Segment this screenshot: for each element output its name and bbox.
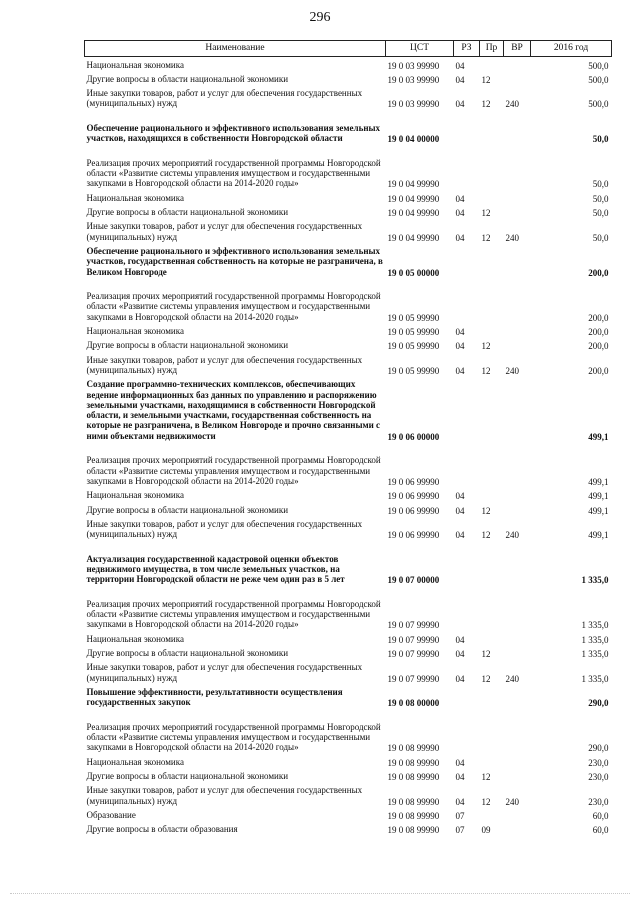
cell-name: Реализация прочих мероприятий государственной программы Новгородской области «Развитие системы управления имуществом и государственными закупками в Новгородской области на 2014-2020 годы» xyxy=(86,455,381,486)
cell-rz: 04 xyxy=(455,74,465,85)
cell-vr xyxy=(504,110,531,145)
cell-rz xyxy=(454,442,480,487)
header-year: 2016 год xyxy=(531,41,612,57)
table-row xyxy=(85,768,612,782)
cell-name: Обеспечение рационального и эффективного использования земельных участков, находящихся в собственности Новгородской области xyxy=(86,122,381,144)
cell-amount: 499,1 xyxy=(588,431,609,442)
cell-name: Актуализация государственной кадастровой оценки объектов недвижимого имущества, в том числе земельных участков, на территории Новгородской области не реже чем один раз в 5 лет xyxy=(86,553,345,585)
cell-amount: 200,0 xyxy=(588,365,609,376)
cell-pr xyxy=(480,190,504,204)
cell-rz: 04 xyxy=(455,341,465,352)
cell-vr xyxy=(504,768,531,782)
cell-rz: 04 xyxy=(455,60,465,71)
cell-pr xyxy=(480,278,504,323)
table-row xyxy=(85,204,612,218)
cell-cst: 19 0 08 99990 xyxy=(387,825,440,836)
cell-pr: 12 xyxy=(481,796,491,807)
cell-name: Национальная экономика xyxy=(86,326,184,337)
cell-rz: 04 xyxy=(455,505,465,516)
table-header-row xyxy=(85,41,612,57)
cell-pr xyxy=(480,586,504,631)
cell-name: Другие вопросы в области национальной экономики xyxy=(86,340,289,351)
cell-rz: 04 xyxy=(455,530,465,541)
cell-pr: 09 xyxy=(481,825,491,836)
cell-vr xyxy=(504,57,531,71)
cell-amount: 500,0 xyxy=(588,99,609,110)
cell-amount: 500,0 xyxy=(588,60,609,71)
cell-amount: 200,0 xyxy=(588,341,609,352)
cell-amount: 1 335,0 xyxy=(581,673,609,684)
cell-rz xyxy=(454,376,480,442)
cell-vr xyxy=(504,684,531,709)
cell-rz xyxy=(454,684,480,709)
cell-cst: 19 0 05 00000 xyxy=(387,267,440,278)
cell-name: Иные закупки товаров, работ и услуг для обеспечения государственных (муниципальных) нужд xyxy=(86,354,363,375)
cell-amount: 50,0 xyxy=(592,134,609,145)
cell-vr: 240 xyxy=(505,796,519,807)
cell-name: Иные закупки товаров, работ и услуг для обеспечения государственных (муниципальных) нужд xyxy=(86,221,363,242)
cell-rz xyxy=(454,540,480,585)
header-cst: ЦСТ xyxy=(386,41,454,57)
cell-pr: 12 xyxy=(481,341,491,352)
cell-name: Другие вопросы в области национальной экономики xyxy=(86,73,289,84)
cell-name: Другие вопросы в области национальной экономики xyxy=(86,771,289,782)
cell-rz: 07 xyxy=(455,810,465,821)
table-row xyxy=(85,71,612,85)
cell-rz: 04 xyxy=(455,327,465,338)
cell-rz xyxy=(454,709,480,754)
cell-vr xyxy=(504,71,531,85)
cell-cst: 19 0 06 99990 xyxy=(387,491,440,502)
cell-name: Иные закупки товаров, работ и услуг для обеспечения государственных (муниципальных) нужд xyxy=(86,518,363,540)
cell-cst: 19 0 08 99990 xyxy=(387,772,440,783)
cell-name: Другие вопросы в области национальной экономики xyxy=(86,207,289,218)
cell-vr xyxy=(504,645,531,659)
cell-vr: 240 xyxy=(505,232,519,243)
cell-pr xyxy=(480,376,504,442)
cell-vr xyxy=(504,323,531,337)
cell-vr xyxy=(504,487,531,501)
cell-amount: 499,1 xyxy=(588,505,609,516)
table-row xyxy=(85,586,612,631)
cell-cst: 19 0 08 99990 xyxy=(387,757,440,768)
cell-cst: 19 0 07 00000 xyxy=(387,575,440,586)
cell-name: Национальная экономика xyxy=(86,756,184,767)
cell-cst: 19 0 04 99990 xyxy=(387,232,440,243)
cell-vr xyxy=(504,145,531,190)
cell-pr: 12 xyxy=(481,505,491,516)
cell-name: Реализация прочих мероприятий государственной программы Новгородской области «Развитие системы управления имуществом и государственными закупками в Новгородской области на 2014-2020 годы» xyxy=(86,721,381,753)
cell-name: Создание программно-технических комплексов, обеспечивающих ведение информационных баз данных по управлению и распоряжению земельными участками, находящимися в собственности Новгородской области, и земельными участками, государственная собственность на которые не разграничена, в Великом Новгороде и прочно связанными с ними объектами недвижимости xyxy=(86,379,381,441)
scan-artifact-divider xyxy=(10,893,630,895)
cell-amount: 50,0 xyxy=(592,179,609,190)
cell-amount: 290,0 xyxy=(588,698,609,709)
cell-amount: 230,0 xyxy=(588,757,609,768)
cell-name: Обеспечение рационального и эффективного использования земельных участков, государственная собственность на которые не разграничена, в Великом Новгороде xyxy=(86,245,383,277)
cell-cst: 19 0 07 99990 xyxy=(387,649,440,660)
cell-name: Повышение эффективности, результативности осуществления государственных закупок xyxy=(86,686,343,708)
cell-vr xyxy=(504,502,531,516)
cell-amount: 1 335,0 xyxy=(581,634,609,645)
header-rz: РЗ xyxy=(454,41,480,57)
table-row xyxy=(85,352,612,377)
table-row xyxy=(85,278,612,323)
cell-vr: 240 xyxy=(505,365,519,376)
cell-vr xyxy=(504,204,531,218)
cell-pr xyxy=(480,323,504,337)
cell-amount: 50,0 xyxy=(592,208,609,219)
cell-rz xyxy=(454,145,480,190)
cell-pr: 12 xyxy=(481,232,491,243)
cell-pr xyxy=(480,807,504,821)
cell-cst: 19 0 05 99990 xyxy=(387,341,440,352)
cell-pr: 12 xyxy=(481,208,491,219)
cell-amount: 230,0 xyxy=(588,772,609,783)
cell-rz xyxy=(454,110,480,145)
table-row xyxy=(85,323,612,337)
table-row xyxy=(85,487,612,501)
header-name: Наименование xyxy=(85,41,386,57)
cell-name: Иные закупки товаров, работ и услуг для обеспечения государственных (муниципальных) нужд xyxy=(86,88,363,109)
cell-pr xyxy=(480,110,504,145)
cell-name: Реализация прочих мероприятий государственной программы Новгородской области «Развитие системы управления имуществом и государственными закупками в Новгородской области на 2014-2020 годы» xyxy=(86,291,381,322)
table-body xyxy=(85,57,612,836)
cell-cst: 19 0 07 99990 xyxy=(387,634,440,645)
cell-rz: 04 xyxy=(455,365,465,376)
cell-pr: 12 xyxy=(481,365,491,376)
cell-pr xyxy=(480,754,504,768)
table-row xyxy=(85,821,612,835)
table-row xyxy=(85,190,612,204)
cell-vr xyxy=(504,278,531,323)
cell-cst: 19 0 05 99990 xyxy=(387,365,440,376)
cell-name: Иные закупки товаров, работ и услуг для обеспечения государственных (муниципальных) нужд xyxy=(86,785,363,806)
cell-cst: 19 0 03 99990 xyxy=(387,99,440,110)
cell-cst: 19 0 03 99990 xyxy=(387,74,440,85)
header-pr: Пр xyxy=(480,41,504,57)
table-row xyxy=(85,782,612,807)
cell-cst: 19 0 07 99990 xyxy=(387,673,440,684)
cell-pr xyxy=(480,487,504,501)
table-row xyxy=(85,502,612,516)
cell-rz: 04 xyxy=(455,99,465,110)
cell-vr xyxy=(504,709,531,754)
cell-rz xyxy=(454,586,480,631)
table-row xyxy=(85,807,612,821)
cell-name: Реализация прочих мероприятий государственной программы Новгородской области «Развитие системы управления имуществом и государственными закупками в Новгородской области на 2014-2020 годы» xyxy=(86,598,381,630)
cell-rz: 07 xyxy=(455,825,465,836)
cell-name: Образование xyxy=(86,809,136,820)
cell-amount: 500,0 xyxy=(588,74,609,85)
cell-pr: 12 xyxy=(481,772,491,783)
cell-amount: 200,0 xyxy=(588,267,609,278)
cell-cst: 19 0 04 99990 xyxy=(387,208,440,219)
cell-pr: 12 xyxy=(481,673,491,684)
cell-cst: 19 0 06 00000 xyxy=(387,431,440,442)
cell-cst: 19 0 05 99990 xyxy=(387,327,440,338)
cell-pr xyxy=(480,243,504,278)
cell-name: Национальная экономика xyxy=(86,633,184,644)
cell-cst: 19 0 05 99990 xyxy=(387,312,440,323)
cell-vr xyxy=(504,586,531,631)
cell-amount: 50,0 xyxy=(592,232,609,243)
cell-vr: 240 xyxy=(505,530,519,541)
cell-rz xyxy=(454,243,480,278)
cell-vr xyxy=(504,190,531,204)
cell-vr xyxy=(504,243,531,278)
cell-name: Национальная экономика xyxy=(86,192,184,203)
cell-cst: 19 0 06 99990 xyxy=(387,530,440,541)
table-row xyxy=(85,659,612,684)
cell-name: Другие вопросы в области национальной экономики xyxy=(86,504,289,515)
cell-amount: 200,0 xyxy=(588,312,609,323)
cell-amount: 499,1 xyxy=(588,476,609,487)
cell-vr xyxy=(504,821,531,835)
table-row xyxy=(85,709,612,754)
cell-amount: 499,1 xyxy=(588,530,609,541)
table-row-section xyxy=(85,243,612,278)
cell-name: Другие вопросы в области национальной экономики xyxy=(86,648,289,659)
cell-vr: 240 xyxy=(505,673,519,684)
cell-name: Другие вопросы в области образования xyxy=(86,824,238,835)
table-row-section xyxy=(85,376,612,442)
cell-rz: 04 xyxy=(455,796,465,807)
cell-vr xyxy=(504,442,531,487)
cell-amount: 230,0 xyxy=(588,796,609,807)
cell-rz: 04 xyxy=(455,208,465,219)
cell-rz: 04 xyxy=(455,193,465,204)
cell-cst: 19 0 08 99990 xyxy=(387,796,440,807)
cell-amount: 1 335,0 xyxy=(581,575,609,586)
cell-vr xyxy=(504,631,531,645)
cell-pr xyxy=(480,145,504,190)
cell-rz: 04 xyxy=(455,673,465,684)
cell-cst: 19 0 08 99990 xyxy=(387,810,440,821)
cell-name: Иные закупки товаров, работ и услуг для обеспечения государственных (муниципальных) нужд xyxy=(86,662,363,683)
cell-amount: 60,0 xyxy=(592,825,609,836)
table-row-section xyxy=(85,110,612,145)
cell-pr: 12 xyxy=(481,74,491,85)
table-row xyxy=(85,145,612,190)
cell-pr xyxy=(480,709,504,754)
cell-amount: 50,0 xyxy=(592,193,609,204)
cell-vr xyxy=(504,337,531,351)
cell-name: Реализация прочих мероприятий государственной программы Новгородской области «Развитие системы управления имуществом и государственными закупками в Новгородской области на 2014-2020 годы» xyxy=(86,157,381,189)
cell-pr: 12 xyxy=(481,649,491,660)
table-row xyxy=(85,218,612,243)
cell-pr xyxy=(480,631,504,645)
cell-rz: 04 xyxy=(455,634,465,645)
cell-pr xyxy=(480,57,504,71)
table-row xyxy=(85,57,612,71)
cell-cst: 19 0 07 99990 xyxy=(387,620,440,631)
cell-pr: 12 xyxy=(481,530,491,541)
cell-cst: 19 0 04 99990 xyxy=(387,193,440,204)
cell-cst: 19 0 04 00000 xyxy=(387,134,440,145)
cell-rz: 04 xyxy=(455,772,465,783)
cell-name: Национальная экономика xyxy=(86,490,184,501)
cell-cst: 19 0 08 00000 xyxy=(387,698,440,709)
cell-amount: 1 335,0 xyxy=(581,620,609,631)
page-number: 296 xyxy=(309,10,331,25)
cell-amount: 200,0 xyxy=(588,327,609,338)
table-row xyxy=(85,645,612,659)
cell-vr xyxy=(504,376,531,442)
cell-name: Национальная экономика xyxy=(86,59,184,70)
cell-amount: 499,1 xyxy=(588,491,609,502)
cell-vr xyxy=(504,754,531,768)
cell-cst: 19 0 08 99990 xyxy=(387,743,440,754)
table-row xyxy=(85,516,612,541)
cell-vr xyxy=(504,540,531,585)
cell-cst: 19 0 06 99990 xyxy=(387,476,440,487)
cell-cst: 19 0 06 99990 xyxy=(387,505,440,516)
table-row-section xyxy=(85,540,612,585)
cell-amount: 60,0 xyxy=(592,810,609,821)
table-row xyxy=(85,442,612,487)
cell-vr: 240 xyxy=(505,99,519,110)
cell-pr xyxy=(480,442,504,487)
table-row xyxy=(85,85,612,110)
cell-pr xyxy=(480,684,504,709)
header-vr: ВР xyxy=(504,41,531,57)
cell-rz: 04 xyxy=(455,232,465,243)
cell-pr: 12 xyxy=(481,99,491,110)
cell-pr xyxy=(480,540,504,585)
budget-table xyxy=(84,40,612,836)
table-row-section xyxy=(85,684,612,709)
cell-cst: 19 0 04 99990 xyxy=(387,179,440,190)
cell-amount: 290,0 xyxy=(588,743,609,754)
table-row xyxy=(85,337,612,351)
cell-rz: 04 xyxy=(455,649,465,660)
cell-rz: 04 xyxy=(455,491,465,502)
table-row xyxy=(85,631,612,645)
cell-cst: 19 0 03 99990 xyxy=(387,60,440,71)
cell-vr xyxy=(504,807,531,821)
cell-rz xyxy=(454,278,480,323)
cell-rz: 04 xyxy=(455,757,465,768)
cell-amount: 1 335,0 xyxy=(581,649,609,660)
table-row xyxy=(85,754,612,768)
